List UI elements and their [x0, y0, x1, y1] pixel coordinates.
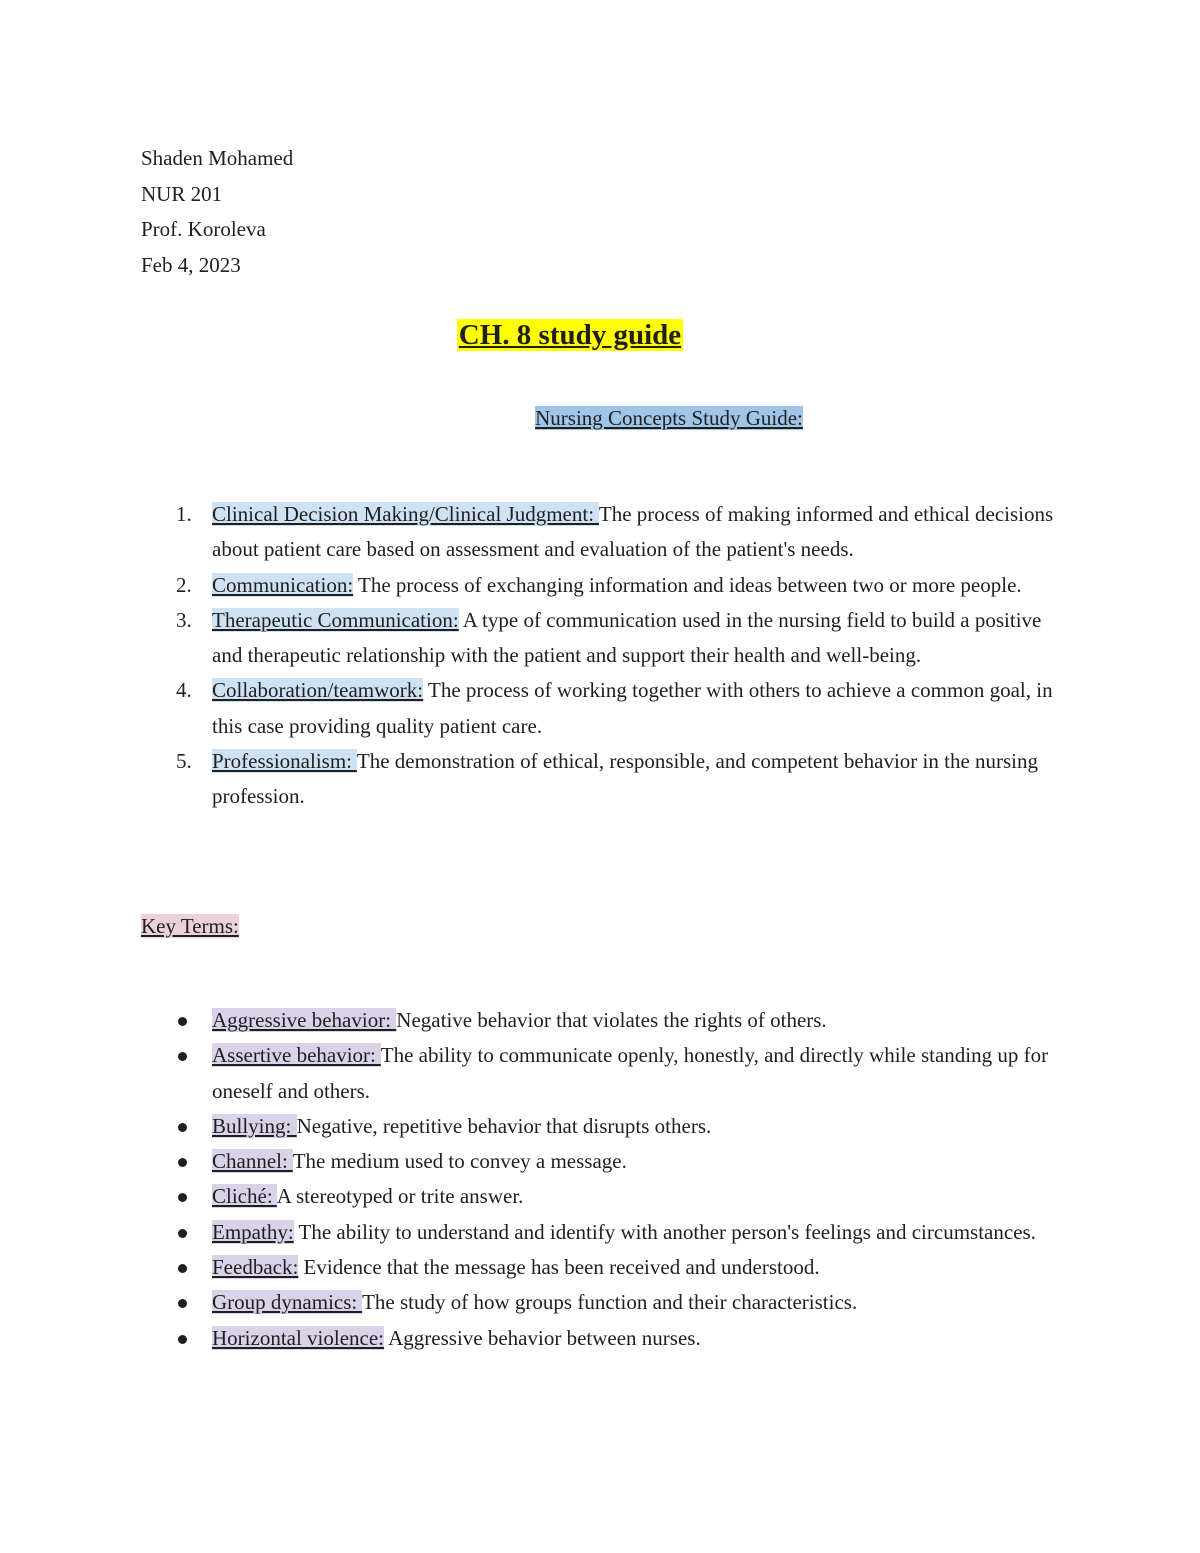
list-item: [141, 673, 1061, 744]
concept-definition: The process of making informed and ethical decisions about patient care based on assessment and evaluation of the patient's needs.: [212, 502, 1054, 562]
key-terms-heading-block: [141, 910, 239, 942]
key-term: Group dynamics:: [212, 1290, 363, 1315]
concept-term: Clinical Decision Making/Clinical Judgment:: [212, 502, 599, 526]
list-number: 1.: [176, 502, 192, 526]
concept-definition: The demonstration of ethical, responsible, and competent behavior in the nursing profession.: [212, 749, 1039, 809]
key-terms-list: [141, 1003, 1061, 1356]
key-term: Assertive behavior:: [212, 1043, 381, 1068]
concept-term: Professionalism:: [212, 749, 357, 774]
key-term: Feedback:: [212, 1255, 299, 1280]
bullet-icon: [178, 1052, 187, 1061]
page-title-block: [0, 313, 1200, 357]
key-terms-heading: Key Terms:: [141, 914, 239, 938]
list-item: [141, 603, 1061, 674]
concept-term: Therapeutic Communication:: [212, 607, 459, 632]
list-number: 2.: [176, 572, 192, 597]
list-item: [141, 1003, 1061, 1038]
concept-definition: A type of communication used in the nursing field to build a positive and therapeutic relationship with the patient and support their health and well-being.: [212, 607, 1042, 668]
bullet-icon: [178, 1123, 187, 1132]
key-term: Aggressive behavior:: [212, 1008, 397, 1032]
list-item: [141, 1144, 1061, 1179]
student-name: Shaden Mohamed: [141, 146, 294, 170]
page-title: CH. 8 study guide: [458, 319, 682, 351]
key-term: Cliché:: [212, 1184, 277, 1209]
bullet-icon: [178, 1158, 187, 1167]
list-item: [141, 497, 1061, 568]
list-number: 5.: [176, 749, 192, 774]
key-term-definition: A stereotyped or trite answer.: [276, 1184, 524, 1209]
concept-term: Collaboration/teamwork:: [212, 678, 424, 703]
list-item: [141, 1038, 1061, 1109]
course-code: NUR 201: [141, 181, 223, 206]
bullet-icon: [178, 1017, 187, 1026]
bullet-icon: [178, 1335, 187, 1344]
key-term: Horizontal violence:: [212, 1325, 385, 1350]
student-header: [141, 141, 293, 283]
list-number: 3.: [176, 607, 192, 632]
list-number: 4.: [176, 678, 192, 703]
concept-definition: The process of working together with others to achieve a common goal, in this case providing quality patient care.: [212, 678, 1053, 738]
bullet-icon: [178, 1264, 187, 1273]
document-date: Feb 4, 2023: [141, 252, 241, 277]
key-term-definition: The study of how groups function and their characteristics.: [362, 1290, 858, 1315]
key-term-definition: Aggressive behavior between nurses.: [384, 1325, 701, 1350]
key-term: Empathy:: [212, 1219, 294, 1244]
list-item: [141, 1215, 1061, 1250]
list-item: [141, 1285, 1061, 1320]
list-item: [141, 1109, 1061, 1144]
key-term-definition: Evidence that the message has been received and understood.: [298, 1255, 820, 1280]
concepts-heading-block: [0, 402, 1200, 434]
key-term: Bullying:: [212, 1113, 297, 1138]
list-item: [141, 568, 1061, 603]
concept-term: Communication:: [212, 572, 354, 597]
key-term-definition: The medium used to convey a message.: [292, 1149, 627, 1174]
list-item: [141, 1250, 1061, 1285]
list-item: [141, 1321, 1061, 1356]
concept-definition: The process of exchanging information and ideas between two or more people.: [353, 572, 1022, 597]
bullet-icon: [178, 1229, 187, 1238]
list-item: [141, 1179, 1061, 1214]
bullet-icon: [178, 1299, 187, 1308]
key-term-definition: The ability to communicate openly, honestly, and directly while standing up for oneself and others.: [212, 1043, 1049, 1103]
key-term-definition: Negative, repetitive behavior that disrupts others.: [296, 1113, 712, 1138]
concepts-list: [141, 497, 1061, 815]
key-term: Channel:: [212, 1149, 293, 1174]
key-term-definition: The ability to understand and identify with another person's feelings and circumstances.: [293, 1219, 1036, 1244]
concepts-heading: Nursing Concepts Study Guide:: [535, 406, 803, 430]
key-term-definition: Negative behavior that violates the rights of others.: [396, 1008, 827, 1032]
bullet-icon: [178, 1193, 187, 1202]
professor-name: Prof. Koroleva: [141, 217, 266, 241]
list-item: [141, 744, 1061, 815]
